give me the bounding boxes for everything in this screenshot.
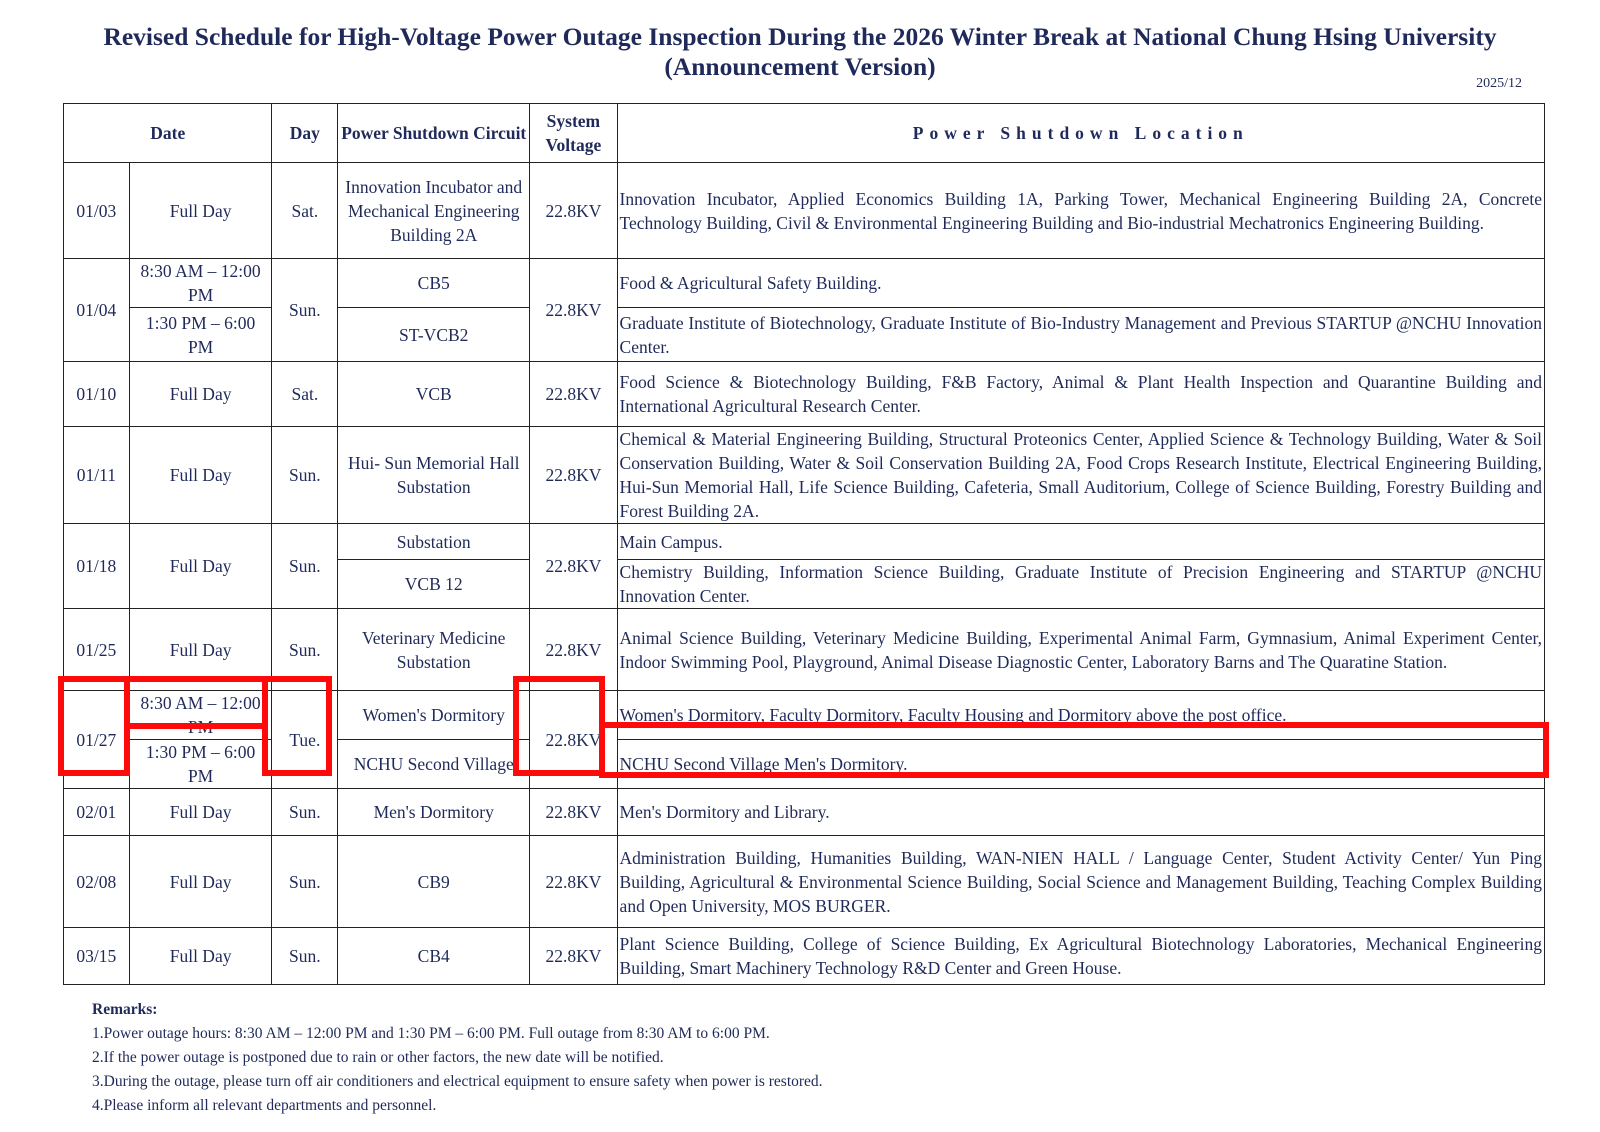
cell-voltage: 22.8KV [530, 789, 617, 836]
cell-location: Graduate Institute of Biotechnology, Graduate Institute of Bio-Industry Management and Previous STARTUP @NCHU Innovation Center. [617, 308, 1544, 362]
date-stamp: 2025/12 [1476, 76, 1522, 91]
table-header-row [64, 104, 1545, 163]
cell-date: 01/04 [64, 259, 130, 362]
cell-location: Chemical & Material Engineering Building, Structural Proteonics Center, Applied Science & Technology Building, Water & Soil Conservation Building, Water & Soil Conservation Building 2A, Food Crops Research Institute, Electrical Engineering Building, Hui-Sun Memorial Hall, Life Science Building, Cafeteria, Small Auditorium, College of Science Building, Forestry Building and Forest Building 2A. [617, 427, 1544, 524]
header-circuit: Power Shutdown Circuit [338, 104, 530, 163]
cell-time: Full Day [129, 362, 272, 427]
table-row [64, 163, 1545, 259]
cell-circuit: Men's Dormitory [338, 789, 530, 836]
cell-voltage: 22.8KV [530, 259, 617, 362]
table-row [64, 524, 1545, 560]
header-day: Day [272, 104, 338, 163]
cell-voltage: 22.8KV [530, 524, 617, 609]
cell-day: Sat. [272, 362, 338, 427]
cell-day: Sat. [272, 163, 338, 259]
table-row [64, 691, 1545, 740]
cell-date: 01/18 [64, 524, 130, 609]
title-line-1: Revised Schedule for High-Voltage Power Outage Inspection During the 2026 Winter Break at National Chung Hsing University [103, 22, 1497, 51]
remark-item: 1.Power outage hours: 8:30 AM – 12:00 PM and 1:30 PM – 6:00 PM. Full outage from 8:30 AM to 6:00 PM. [92, 1025, 770, 1042]
cell-circuit: CB9 [338, 836, 530, 928]
cell-time: Full Day [129, 524, 272, 609]
cell-date: 02/01 [64, 789, 130, 836]
cell-day: Sun. [272, 259, 338, 362]
cell-day: Sun. [272, 789, 338, 836]
document-title [0, 22, 1600, 82]
cell-location: Animal Science Building, Veterinary Medicine Building, Experimental Animal Farm, Gymnasium, Animal Experiment Center, Indoor Swimming Pool, Playground, Animal Disease Diagnostic Center, Laboratory Barns and The Quaratine Station. [617, 609, 1544, 691]
cell-voltage: 22.8KV [530, 427, 617, 524]
cell-location: Men's Dormitory and Library. [617, 789, 1544, 836]
cell-day: Tue. [272, 691, 338, 789]
table-row [64, 789, 1545, 836]
cell-location: Food & Agricultural Safety Building. [617, 259, 1544, 308]
header-location: Power Shutdown Location [617, 104, 1544, 163]
cell-circuit: Veterinary Medicine Substation [338, 609, 530, 691]
cell-location: Food Science & Biotechnology Building, F&B Factory, Animal & Plant Health Inspection and Quarantine Building and International Agricultural Research Center. [617, 362, 1544, 427]
cell-time: 8:30 AM – 12:00 PM [129, 691, 272, 740]
cell-time: 1:30 PM – 6:00 PM [129, 308, 272, 362]
cell-voltage: 22.8KV [530, 836, 617, 928]
cell-circuit: ST-VCB2 [338, 308, 530, 362]
cell-day: Sun. [272, 427, 338, 524]
cell-day: Sun. [272, 609, 338, 691]
cell-time: Full Day [129, 789, 272, 836]
cell-location: Plant Science Building, College of Science Building, Ex Agricultural Biotechnology Laboratories, Mechanical Engineering Building, Smart Machinery Technology R&D Center and Green House. [617, 928, 1544, 985]
cell-time: Full Day [129, 928, 272, 985]
remarks-section [92, 998, 823, 1118]
cell-circuit: Hui- Sun Memorial Hall Substation [338, 427, 530, 524]
cell-time: Full Day [129, 836, 272, 928]
cell-circuit: VCB 12 [338, 560, 530, 609]
cell-voltage: 22.8KV [530, 609, 617, 691]
header-date: Date [64, 104, 272, 163]
cell-voltage: 22.8KV [530, 362, 617, 427]
cell-location: Innovation Incubator, Applied Economics Building 1A, Parking Tower, Mechanical Engineering Building 2A, Concrete Technology Building, Civil & Environmental Engineering Building and Bio-industrial Mechatronics Engineering Building. [617, 163, 1544, 259]
cell-circuit: VCB [338, 362, 530, 427]
table-row [64, 259, 1545, 308]
cell-location: Main Campus. [617, 524, 1544, 560]
cell-time: Full Day [129, 427, 272, 524]
cell-location: Administration Building, Humanities Building, WAN-NIEN HALL / Language Center, Student Activity Center/ Yun Ping Building, Agricultural & Environmental Science Building, Social Science and Management Building, Teaching Complex Building and Open University, MOS BURGER. [617, 836, 1544, 928]
cell-location: NCHU Second Village Men's Dormitory. [617, 740, 1544, 789]
cell-time: Full Day [129, 163, 272, 259]
remark-item: 4.Please inform all relevant departments and personnel. [92, 1097, 437, 1114]
header-voltage: System Voltage [530, 104, 617, 163]
cell-time: 1:30 PM – 6:00 PM [129, 740, 272, 789]
cell-circuit: Women's Dormitory [338, 691, 530, 740]
cell-date: 01/11 [64, 427, 130, 524]
cell-date: 01/10 [64, 362, 130, 427]
cell-date: 02/08 [64, 836, 130, 928]
cell-day: Sun. [272, 836, 338, 928]
remarks-title: Remarks: [92, 1001, 158, 1018]
cell-voltage: 22.8KV [530, 928, 617, 985]
cell-date: 01/25 [64, 609, 130, 691]
table-row [64, 427, 1545, 524]
cell-time: 8:30 AM – 12:00 PM [129, 259, 272, 308]
table-row [64, 362, 1545, 427]
cell-location: Women's Dormitory, Faculty Dormitory, Faculty Housing and Dormitory above the post office. [617, 691, 1544, 740]
title-line-2: (Announcement Version) [664, 52, 936, 81]
table-row [64, 836, 1545, 928]
cell-voltage: 22.8KV [530, 691, 617, 789]
remark-item: 3.During the outage, please turn off air conditioners and electrical equipment to ensure safety when power is restored. [92, 1073, 823, 1090]
cell-circuit: Innovation Incubator and Mechanical Engineering Building 2A [338, 163, 530, 259]
table-row [64, 609, 1545, 691]
cell-circuit: CB5 [338, 259, 530, 308]
cell-date: 01/27 [64, 691, 130, 789]
cell-date: 03/15 [64, 928, 130, 985]
cell-day: Sun. [272, 928, 338, 985]
cell-time: Full Day [129, 609, 272, 691]
cell-day: Sun. [272, 524, 338, 609]
cell-circuit: NCHU Second Village [338, 740, 530, 789]
cell-circuit: Substation [338, 524, 530, 560]
outage-schedule-table [63, 103, 1545, 985]
cell-date: 01/03 [64, 163, 130, 259]
cell-location: Chemistry Building, Information Science Building, Graduate Institute of Precision Engineering and STARTUP @NCHU Innovation Center. [617, 560, 1544, 609]
remark-item: 2.If the power outage is postponed due to rain or other factors, the new date will be notified. [92, 1049, 664, 1066]
table-row [64, 928, 1545, 985]
cell-voltage: 22.8KV [530, 163, 617, 259]
cell-circuit: CB4 [338, 928, 530, 985]
